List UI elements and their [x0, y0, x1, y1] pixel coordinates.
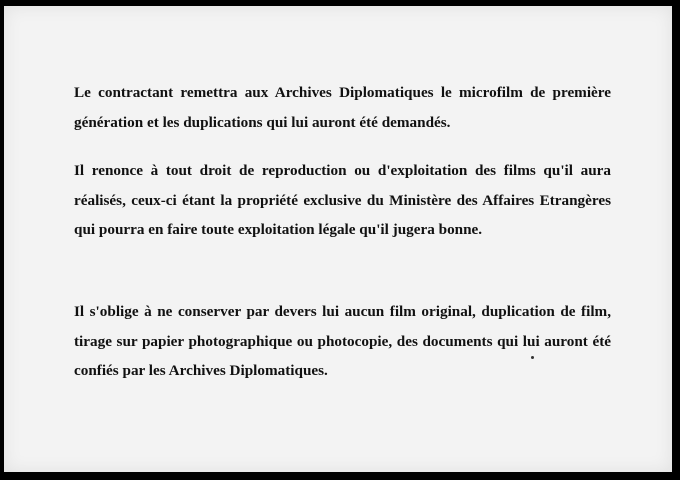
- paragraph-no-retention: Il s'oblige à ne conserver par devers lui aucun film original, duplication de film, tirage sur papier photographique ou photocopie, des documents qui lui auront été confiés par les Archives Diplomatiques.: [74, 303, 611, 379]
- paper-speck: [531, 356, 534, 359]
- document-sheet: [4, 6, 672, 472]
- paragraph-reproduction-rights: Il renonce à tout droit de reproduction ou d'exploitation des films qu'il aura réalisés, ceux-ci étant la propriété exclusive du Ministère des Affaires Etrangères qui pourra en faire toute exploitation légale qu'il jugera bonne.: [74, 162, 611, 238]
- paragraph-microfilm-delivery: Le contractant remettra aux Archives Diplomatiques le microfilm de première génération et les duplications qui lui auront été demandés.: [74, 84, 611, 131]
